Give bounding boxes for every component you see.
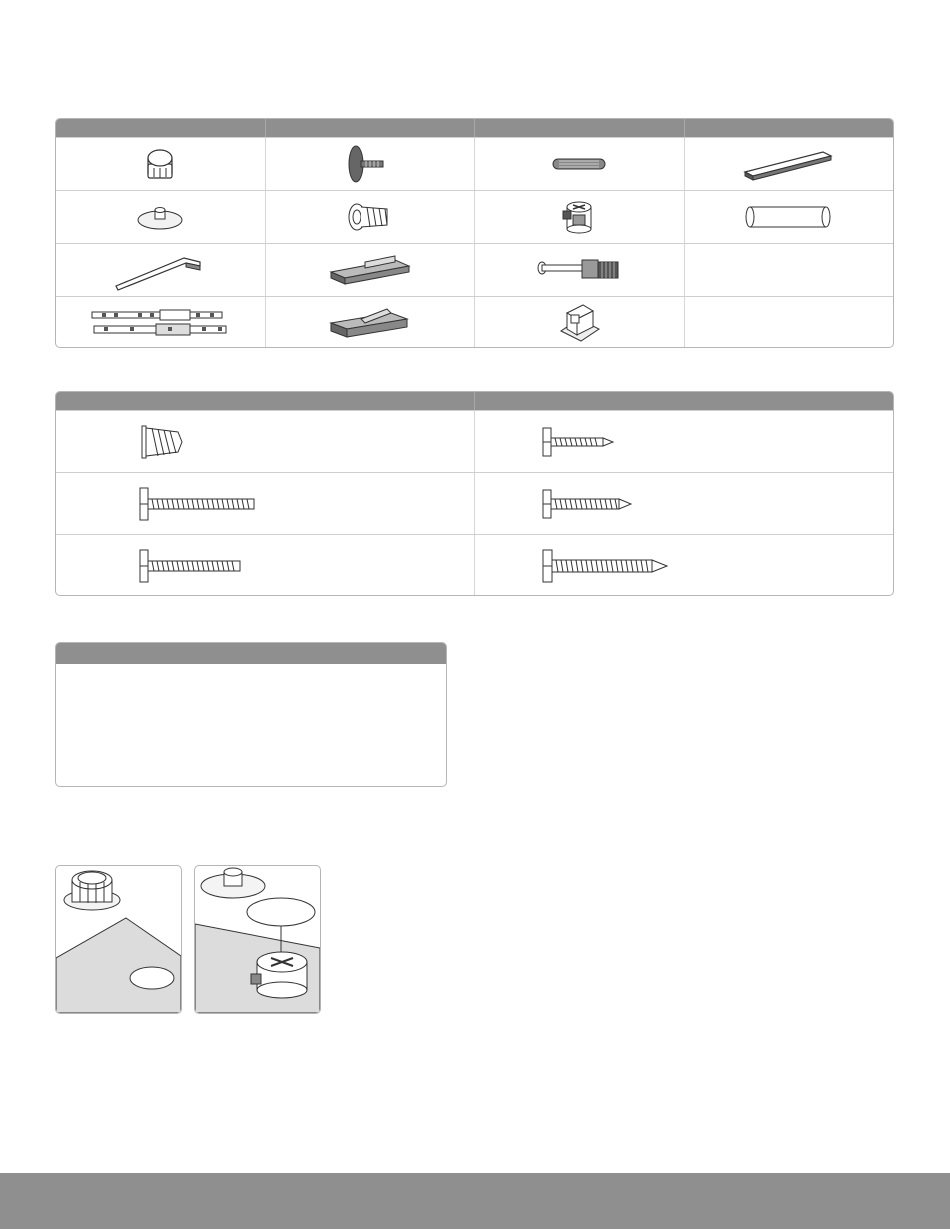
- cap-drawing: [56, 866, 181, 1013]
- header-cell: [684, 119, 894, 137]
- hardware-cell: [474, 191, 684, 243]
- wood-dowel-icon: [549, 154, 609, 174]
- hardware-cell: [56, 297, 265, 348]
- header-cell: [56, 392, 474, 410]
- screw-icon: [539, 424, 619, 460]
- hardware-cell: [265, 191, 475, 243]
- cam-bolt-icon: [534, 254, 624, 286]
- angle-clip-icon: [325, 305, 415, 341]
- hardware-row: [56, 190, 893, 243]
- hardware-cell: [474, 138, 684, 190]
- screw-row: [56, 410, 893, 472]
- angle-clip-icon: [325, 252, 415, 288]
- hardware-table-header: [56, 119, 893, 137]
- notes-box-header: [56, 643, 446, 664]
- screw-cell: [56, 535, 474, 596]
- allen-wrench-icon: [110, 248, 210, 292]
- long-bolt-icon: [136, 546, 246, 586]
- cam-lock-icon: [559, 197, 599, 237]
- long-bolt-icon: [136, 484, 260, 524]
- header-cell: [265, 119, 475, 137]
- screw-icon: [539, 486, 639, 522]
- short-screw-icon: [138, 422, 198, 462]
- hardware-cell: [684, 297, 894, 348]
- screw-cell: [474, 473, 893, 534]
- hardware-cell: [474, 244, 684, 296]
- footer-bar: [0, 1173, 950, 1229]
- long-screw-icon: [539, 546, 675, 586]
- hardware-cell: [265, 297, 475, 348]
- header-cell: [474, 392, 893, 410]
- cap-installation-illustration: [55, 865, 182, 1014]
- notes-box: [55, 642, 447, 787]
- hardware-cell: [56, 244, 265, 296]
- hardware-cell: [684, 191, 894, 243]
- hardware-cell: [684, 138, 894, 190]
- header-cell: [56, 643, 446, 664]
- threaded-insert-icon: [345, 199, 395, 235]
- screw-row: [56, 534, 893, 596]
- hardware-cell: [474, 297, 684, 348]
- hardware-cell: [56, 138, 265, 190]
- thumb-screw-icon: [340, 142, 400, 186]
- hardware-cell: [265, 244, 475, 296]
- hardware-cell: [265, 138, 475, 190]
- hardware-row: [56, 296, 893, 348]
- rod-icon: [744, 202, 834, 232]
- cam-lock-installation-illustration: [194, 865, 321, 1014]
- header-cell: [474, 119, 684, 137]
- screw-row: [56, 472, 893, 534]
- screw-cell: [56, 473, 474, 534]
- hardware-table: [55, 118, 894, 348]
- screw-cell: [56, 411, 474, 472]
- screw-table-header: [56, 392, 893, 410]
- hardware-row: [56, 137, 893, 190]
- washer-icon: [135, 202, 185, 232]
- hardware-cell: [684, 244, 894, 296]
- screw-table: [55, 391, 894, 596]
- screw-cell: [474, 411, 893, 472]
- hardware-row: [56, 243, 893, 296]
- square-socket-icon: [549, 301, 609, 345]
- cap-icon: [140, 144, 180, 184]
- drawer-slide-icon: [90, 308, 230, 338]
- screw-cell: [474, 535, 893, 596]
- header-cell: [56, 119, 265, 137]
- bracket-strip-icon: [739, 146, 839, 182]
- cam-lock-drawing: [195, 866, 320, 1013]
- hardware-cell: [56, 191, 265, 243]
